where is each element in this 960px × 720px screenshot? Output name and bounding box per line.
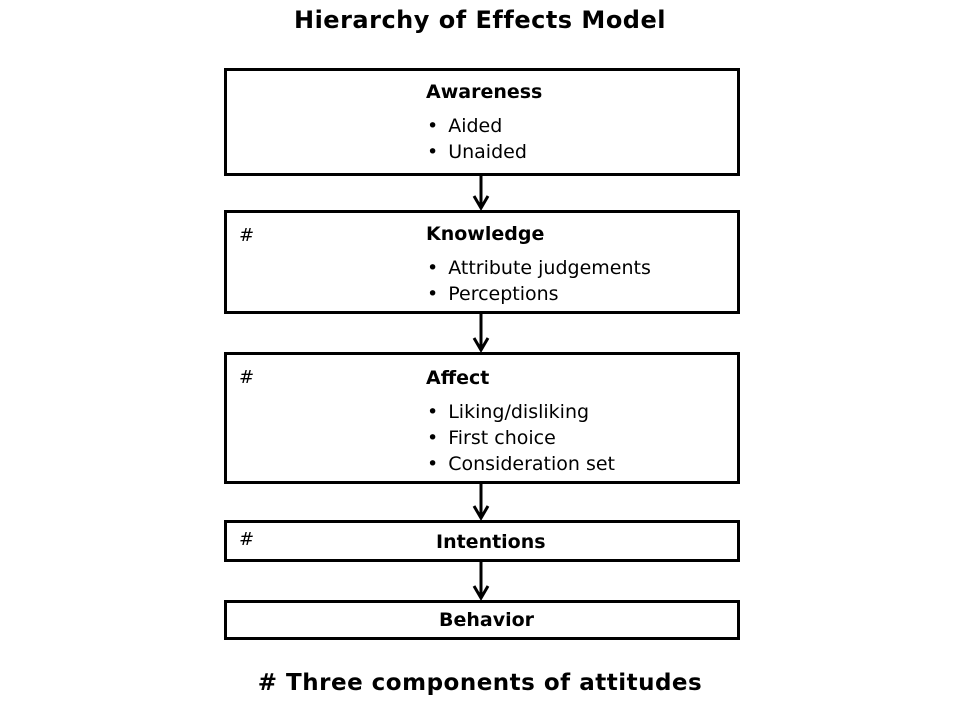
footnote: # Three components of attitudes <box>257 670 703 696</box>
knowledge-title: Knowledge <box>426 223 545 245</box>
arrow-down-icon <box>472 314 490 352</box>
list-item: • Liking/disliking <box>427 399 615 425</box>
intentions-box <box>224 520 740 562</box>
diagram-title: Hierarchy of Effects Model <box>293 6 666 34</box>
awareness-box <box>224 68 740 176</box>
list-item: • Perceptions <box>427 281 651 307</box>
list-item: • First choice <box>427 425 615 451</box>
affect-box <box>224 352 740 484</box>
arrow-down-icon <box>472 484 490 520</box>
awareness-title: Awareness <box>426 81 543 103</box>
affect-list <box>427 399 615 477</box>
intentions-title: Intentions <box>436 531 546 553</box>
list-item: • Aided <box>427 113 527 139</box>
list-item: • Attribute judgements <box>427 255 651 281</box>
list-item: • Unaided <box>427 139 527 165</box>
awareness-list <box>427 113 527 165</box>
arrow-down-icon <box>472 176 490 210</box>
behavior-title: Behavior <box>439 609 535 631</box>
knowledge-box <box>224 210 740 314</box>
attitude-marker: # <box>239 529 255 550</box>
arrow-down-icon <box>472 562 490 600</box>
list-item: • Consideration set <box>427 451 615 477</box>
behavior-box <box>224 600 740 640</box>
knowledge-list <box>427 255 651 307</box>
attitude-marker: # <box>239 367 255 388</box>
affect-title: Affect <box>426 367 490 389</box>
attitude-marker: # <box>239 225 255 246</box>
